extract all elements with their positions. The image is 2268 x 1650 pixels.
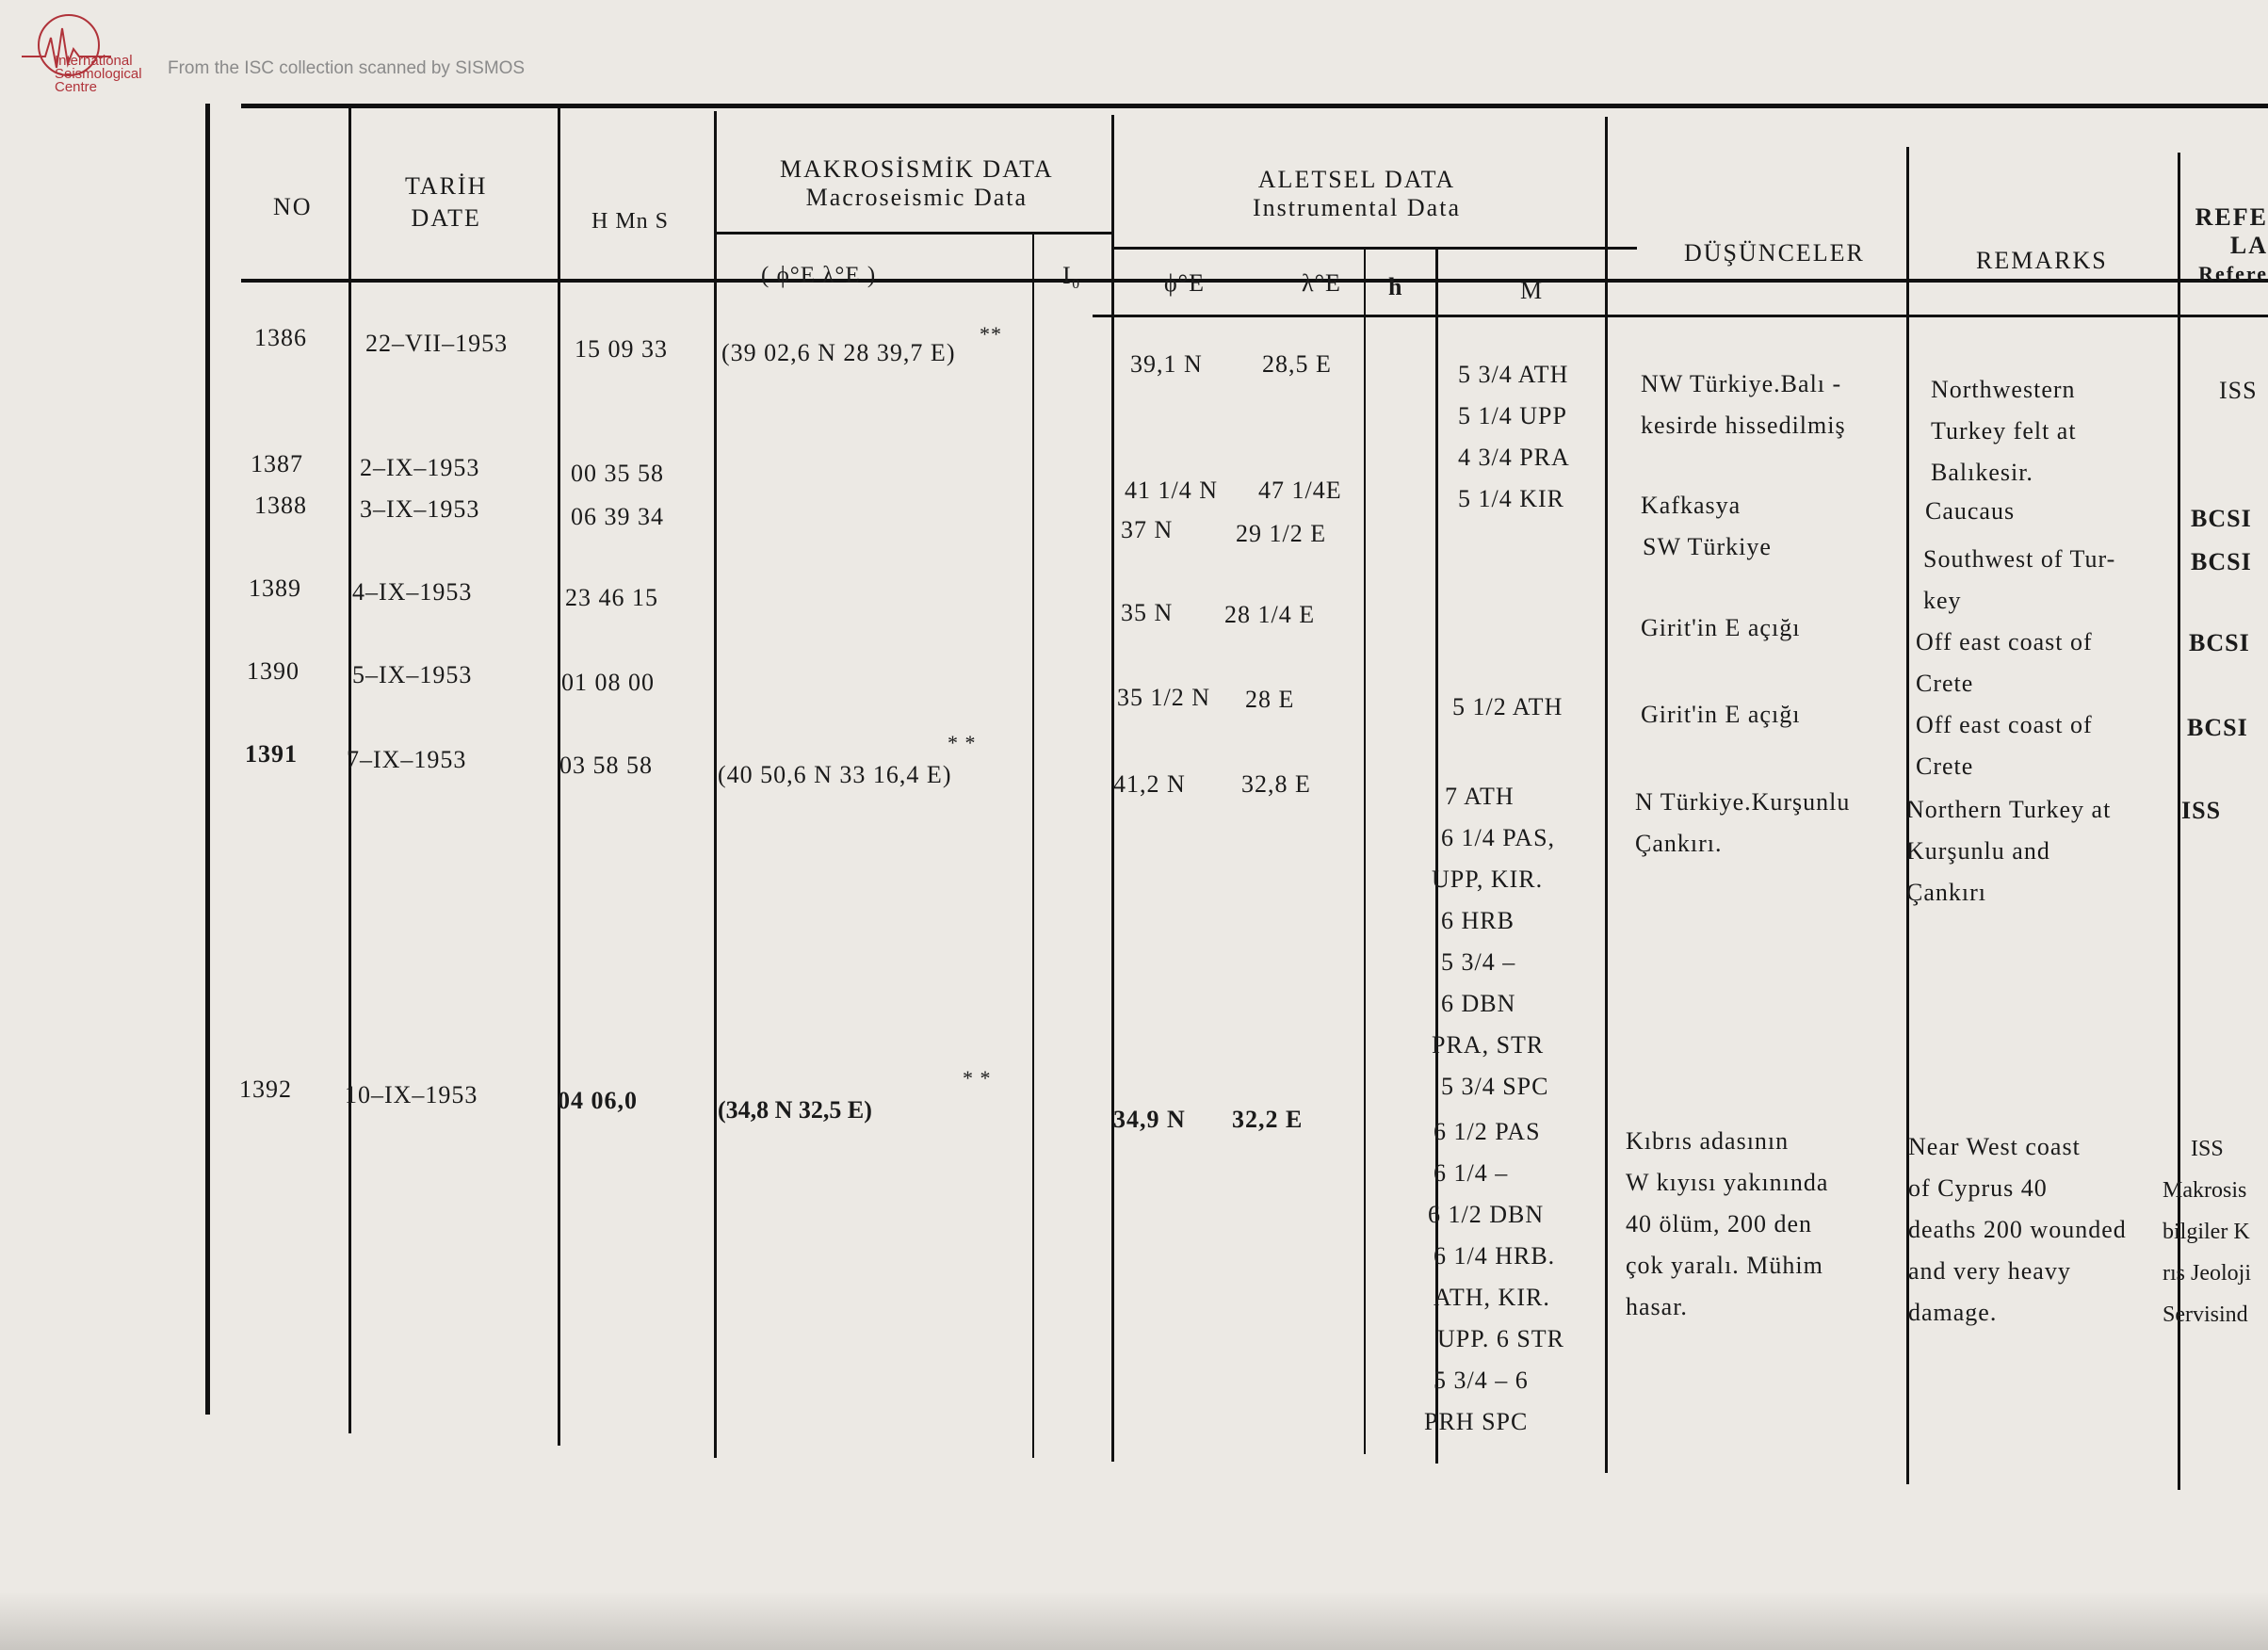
remarks-line: Northwestern <box>1931 376 2076 403</box>
magnitude-entry: UPP. 6 STR <box>1437 1325 1564 1352</box>
macro-coords: (40 50,6 N 33 16,4 E) <box>718 761 952 788</box>
event-time: 15 09 33 <box>575 335 668 363</box>
magnitude-entry: 6 1/2 DBN <box>1428 1201 1545 1228</box>
reference-line: ISS <box>2191 1137 2224 1161</box>
remarks-line: Çankırı <box>1906 879 1986 906</box>
header-ref-3: Refere <box>2198 262 2268 285</box>
magnitude-entry: 5 3/4 – 6 <box>1434 1367 1529 1394</box>
header-macroseismic <box>780 155 1054 212</box>
remarks-line: Crete <box>1916 670 1974 697</box>
magnitude-entry: 6 1/4 – <box>1434 1159 1509 1187</box>
remarks-line: Off east coast of <box>1916 711 2093 738</box>
magnitude-entry: 6 1/4 HRB. <box>1434 1242 1556 1270</box>
header-bottom-rule <box>1093 315 2268 317</box>
reference-text <box>2163 1128 2268 1335</box>
magnitude-entry: 5 1/2 ATH <box>1452 693 1563 720</box>
magnitude-entry: 6 DBN <box>1441 990 1516 1017</box>
remarks-text <box>1916 704 2093 787</box>
header-instr-en: Instrumental Data <box>1253 194 1461 221</box>
magnitude-entry: 5 1/4 KIR <box>1458 485 1564 512</box>
dusunceler-line: Girit'in E açığı <box>1641 614 1801 641</box>
table-top-rule <box>241 104 2268 108</box>
header-macro-en: Macroseismic Data <box>805 184 1029 211</box>
logo-line-2: Seismological <box>55 66 142 82</box>
event-no: 1388 <box>254 492 307 519</box>
m-col-rule <box>1605 117 1608 1473</box>
remarks-line: Off east coast of <box>1916 628 2093 655</box>
header-date <box>405 172 487 233</box>
remarks-text <box>1931 369 2077 493</box>
reference: BCSI <box>2191 548 2252 575</box>
magnitude-entry: PRA, STR <box>1432 1031 1545 1059</box>
event-no: 1391 <box>245 740 298 768</box>
header-phi: ϕ°E <box>1164 269 1205 297</box>
event-no: 1386 <box>254 324 307 351</box>
magnitude-entry: 4 3/4 PRA <box>1458 444 1570 471</box>
time-col-rule <box>714 111 717 1458</box>
remarks-line: damage. <box>1908 1299 1998 1326</box>
instr-lat: 35 1/2 N <box>1117 684 1210 711</box>
remarks-text <box>1923 539 2115 622</box>
header-ref-2: LA <box>2229 232 2268 259</box>
event-no: 1392 <box>239 1076 292 1103</box>
magnitude-entry: 5 3/4 – <box>1441 948 1516 976</box>
remarks-line: and very heavy <box>1908 1257 2071 1285</box>
magnitude-entry: UPP, KIR. <box>1432 865 1544 893</box>
dusunceler-line: Kafkasya <box>1641 492 1742 519</box>
magnitude-entry: ATH, KIR. <box>1434 1284 1550 1311</box>
macro-stars: ** <box>980 322 1002 346</box>
dusunceler-line: 40 ölüm, 200 den <box>1626 1210 1812 1238</box>
magnitude-entry: 5 3/4 SPC <box>1441 1073 1549 1100</box>
remarks-line: Balıkesir. <box>1931 459 2033 486</box>
remarks-line: Crete <box>1916 752 1974 780</box>
instr-lat: 35 N <box>1121 599 1174 626</box>
magnitude-list <box>1424 1111 1564 1443</box>
reference: ISS <box>2219 377 2258 404</box>
event-no: 1389 <box>249 574 301 602</box>
instr-lat: 39,1 N <box>1130 350 1203 378</box>
instr-lon: 47 1/4E <box>1258 477 1342 504</box>
dusunceler-text <box>1635 782 1850 865</box>
macro-subheader-rule <box>716 232 1113 235</box>
event-time: 00 35 58 <box>571 460 664 487</box>
header-time: H Mn S <box>591 209 670 234</box>
macro-stars: * * <box>963 1066 992 1090</box>
header-io: I₀ <box>1062 262 1081 289</box>
reference: ISS <box>2181 797 2222 824</box>
dusunceler-line: çok yaralı. Mühim <box>1626 1252 1823 1279</box>
header-macro-coords: ( ϕ°E λ°E ) <box>761 263 877 288</box>
remarks-line: Kurşunlu and <box>1906 837 2050 865</box>
event-date: 22–VII–1953 <box>365 330 509 357</box>
magnitude-entry: 6 1/2 PAS <box>1434 1118 1541 1145</box>
magnitude-entry: 5 1/4 UPP <box>1458 402 1567 429</box>
event-time: 04 06,0 <box>558 1087 638 1114</box>
magnitude-entry: 5 3/4 ATH <box>1458 361 1569 388</box>
instr-lon: 28,5 E <box>1262 350 1332 378</box>
header-h: h <box>1388 273 1403 300</box>
instr-lon: 32,2 E <box>1232 1106 1304 1133</box>
magnitude-entry: 6 HRB <box>1441 907 1515 934</box>
event-time: 06 39 34 <box>571 503 664 530</box>
dusunceler-line: N Türkiye.Kurşunlu <box>1635 788 1851 816</box>
event-time: 03 58 58 <box>559 752 653 779</box>
instr-lat: 41 1/4 N <box>1125 477 1218 504</box>
reference: BCSI <box>2187 714 2248 741</box>
event-date: 7–IX–1953 <box>347 746 467 773</box>
dusunceler-line: Girit'in E açığı <box>1641 701 1801 728</box>
event-date: 4–IX–1953 <box>352 578 473 606</box>
dusunceler-text <box>1626 1121 1828 1328</box>
event-no: 1390 <box>247 657 300 685</box>
instr-lat: 41,2 N <box>1113 770 1186 798</box>
magnitude-entry: 7 ATH <box>1445 783 1515 810</box>
instr-lon: 28 1/4 E <box>1224 601 1316 628</box>
remarks-line: of Cyprus 40 <box>1908 1174 2048 1202</box>
remarks-line: key <box>1923 587 1962 614</box>
event-no: 1387 <box>251 450 303 477</box>
header-date-en: DATE <box>411 204 481 232</box>
instr-lon: 32,8 E <box>1241 770 1311 798</box>
dusunceler-line: kesirde hissedilmiş <box>1641 412 1846 439</box>
scan-caption: From the ISC collection scanned by SISMOS <box>168 58 526 78</box>
reference: BCSI <box>2189 629 2250 656</box>
remarks-line: Northern Turkey at <box>1906 796 2112 823</box>
instr-lat: 34,9 N <box>1113 1106 1186 1133</box>
remarks-text <box>1916 622 2093 704</box>
remarks-line: Near West coast <box>1908 1133 2081 1160</box>
event-date: 10–IX–1953 <box>345 1081 478 1108</box>
remarks-text <box>1906 789 2111 914</box>
logo-line-3: Centre <box>55 79 98 95</box>
header-no: NO <box>273 193 313 220</box>
magnitude-entry: PRH SPC <box>1424 1408 1529 1435</box>
event-date: 3–IX–1953 <box>360 495 480 523</box>
dusunceler-line: Çankırı. <box>1635 830 1723 857</box>
event-time: 23 46 15 <box>565 584 658 611</box>
h-col-rule-left <box>1364 249 1366 1454</box>
instr-lon: 28 E <box>1245 686 1295 713</box>
instr-lat: 37 N <box>1121 516 1174 543</box>
header-remarks: REMARKS <box>1976 247 2108 274</box>
event-time: 01 08 00 <box>561 669 655 696</box>
macro-stars: * * <box>948 731 977 754</box>
remarks-text <box>1908 1126 2127 1334</box>
instr-lon: 29 1/2 E <box>1236 520 1327 547</box>
logo-line-1: International <box>55 53 133 69</box>
macro-coords: (39 02,6 N 28 39,7 E) <box>721 339 956 366</box>
remarks-line: deaths 200 wounded <box>1908 1216 2127 1243</box>
header-dusunceler: DÜŞÜNCELER <box>1684 239 1865 267</box>
header-macro-tr: MAKROSİSMİK DATA <box>780 155 1054 183</box>
dusunceler-line: W kıyısı yakınında <box>1626 1169 1829 1196</box>
magnitude-list <box>1432 776 1555 1108</box>
instr-subheader-rule <box>1113 247 1637 250</box>
header-date-tr: TARİH <box>405 172 488 200</box>
magnitude-list <box>1458 354 1570 520</box>
header-instr-tr: ALETSEL DATA <box>1257 166 1456 193</box>
header-m: M <box>1520 277 1544 304</box>
dusunceler-line: NW Türkiye.Balı - <box>1641 370 1842 397</box>
reference: BCSI <box>2191 505 2252 532</box>
reference-line: bilgiler K <box>2163 1220 2250 1244</box>
magnitude-entry: 6 1/4 PAS, <box>1441 824 1556 851</box>
header-reference <box>2193 203 2268 288</box>
event-date: 5–IX–1953 <box>352 661 473 688</box>
macro-io-rule <box>1032 234 1034 1458</box>
remarks-line: Turkey felt at <box>1931 417 2077 445</box>
dusunceler-line: hasar. <box>1626 1293 1688 1320</box>
header-instrumental <box>1253 166 1461 222</box>
reference-line: Makrosis <box>2163 1178 2247 1203</box>
reference-line: rıs Jeoloji <box>2163 1261 2251 1286</box>
remarks-line: Caucaus <box>1925 497 2016 525</box>
remarks-line: Southwest of Tur- <box>1923 545 2116 573</box>
dusunceler-line: Kıbrıs adasının <box>1626 1127 1790 1155</box>
dusunceler-line: SW Türkiye <box>1643 533 1772 560</box>
macro-coords: (34,8 N 32,5 E) <box>718 1096 872 1124</box>
header-divider-rule <box>241 279 2268 283</box>
event-date: 2–IX–1953 <box>360 454 480 481</box>
header-ref-1: REFE <box>2195 203 2268 231</box>
reference-line: Servisind <box>2163 1302 2248 1327</box>
outer-left-rule <box>205 104 210 1415</box>
header-lambda: λ°E <box>1302 269 1341 297</box>
dusunceler-text <box>1641 364 1846 446</box>
